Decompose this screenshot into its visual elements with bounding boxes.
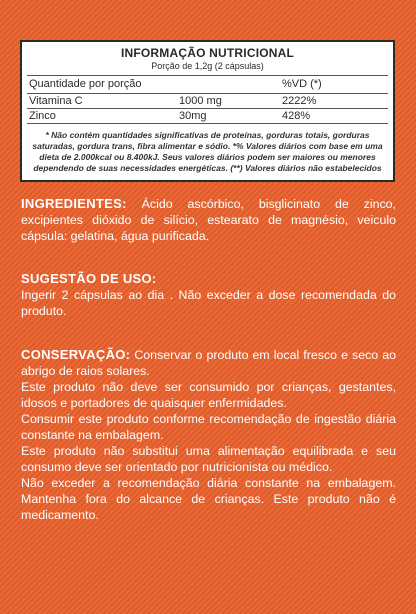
ingredients-title: INGREDIENTES: bbox=[21, 196, 127, 211]
portion-size: Porção de 1,2g (2 cápsulas) bbox=[151, 61, 264, 71]
nutrient-amount: 1000 mg bbox=[179, 95, 222, 107]
usage-text: Ingerir 2 cápsulas ao dia . Não exceder a dose recomendada do produto. bbox=[21, 288, 396, 318]
vd-header: %VD (*) bbox=[282, 78, 322, 90]
ingredients-text: Ácido ascórbico, bisglicinato de zinco, excipientes dióxido de silício, estearato de magnésio, veiculo cápsula: gelatina, água purificada. bbox=[21, 197, 396, 243]
conservation-paragraph: Consumir este produto conforme recomendação de ingestão diária constante na embalagem. bbox=[21, 412, 396, 442]
nutrient-name: Zinco bbox=[29, 110, 56, 122]
nutrient-amount: 30mg bbox=[179, 110, 207, 122]
nutrient-vd: 2222% bbox=[282, 95, 317, 107]
conservation-paragraph: Este produto não deve ser consumido por crianças, gestantes, idosos e portadores de quaisquer enfermidades. bbox=[21, 380, 396, 410]
nutrition-title: INFORMAÇÃO NUTRICIONAL bbox=[120, 46, 295, 60]
quantity-header: Quantidade por porção bbox=[29, 78, 142, 90]
conservation-title: CONSERVAÇÃO: bbox=[21, 347, 131, 362]
nutrition-row bbox=[27, 108, 388, 124]
conservation-paragraph: Este produto não substitui uma alimentação equilibrada e seu consumo deve ser orientado por nutricionista ou médico. bbox=[21, 444, 396, 474]
usage-section bbox=[21, 271, 396, 319]
nutrition-facts-table bbox=[20, 40, 395, 182]
conservation-section bbox=[21, 347, 396, 523]
ingredients-section bbox=[21, 196, 396, 244]
conservation-paragraph: Não exceder a recomendação diária constante na embalagem. Mantenha fora do alcance de crianças. Este produto não é medicamento. bbox=[21, 476, 396, 522]
usage-title: SUGESTÃO DE USO: bbox=[21, 271, 157, 286]
nutrition-row bbox=[27, 93, 388, 108]
nutrient-vd: 428% bbox=[282, 110, 311, 122]
nutrition-footnote: * Não contém quantidades significativas de proteínas, gorduras totais, gorduras saturadas, gordura trans, fibra alimentar e sódio. *% Valores diários com base em uma dieta de 2.000kcal ou 8.400kJ. Seus valores diários podem ser maiores ou menores dependendo de suas necessidades energéticas. (**) Valores diários não estabelecidos bbox=[32, 130, 383, 173]
conservation-lead: Conservar o produto em local fresco e seco ao abrigo de raios solares. bbox=[21, 348, 396, 378]
nutrient-name: Vitamina C bbox=[29, 95, 83, 107]
nutrition-header-row bbox=[27, 75, 388, 93]
